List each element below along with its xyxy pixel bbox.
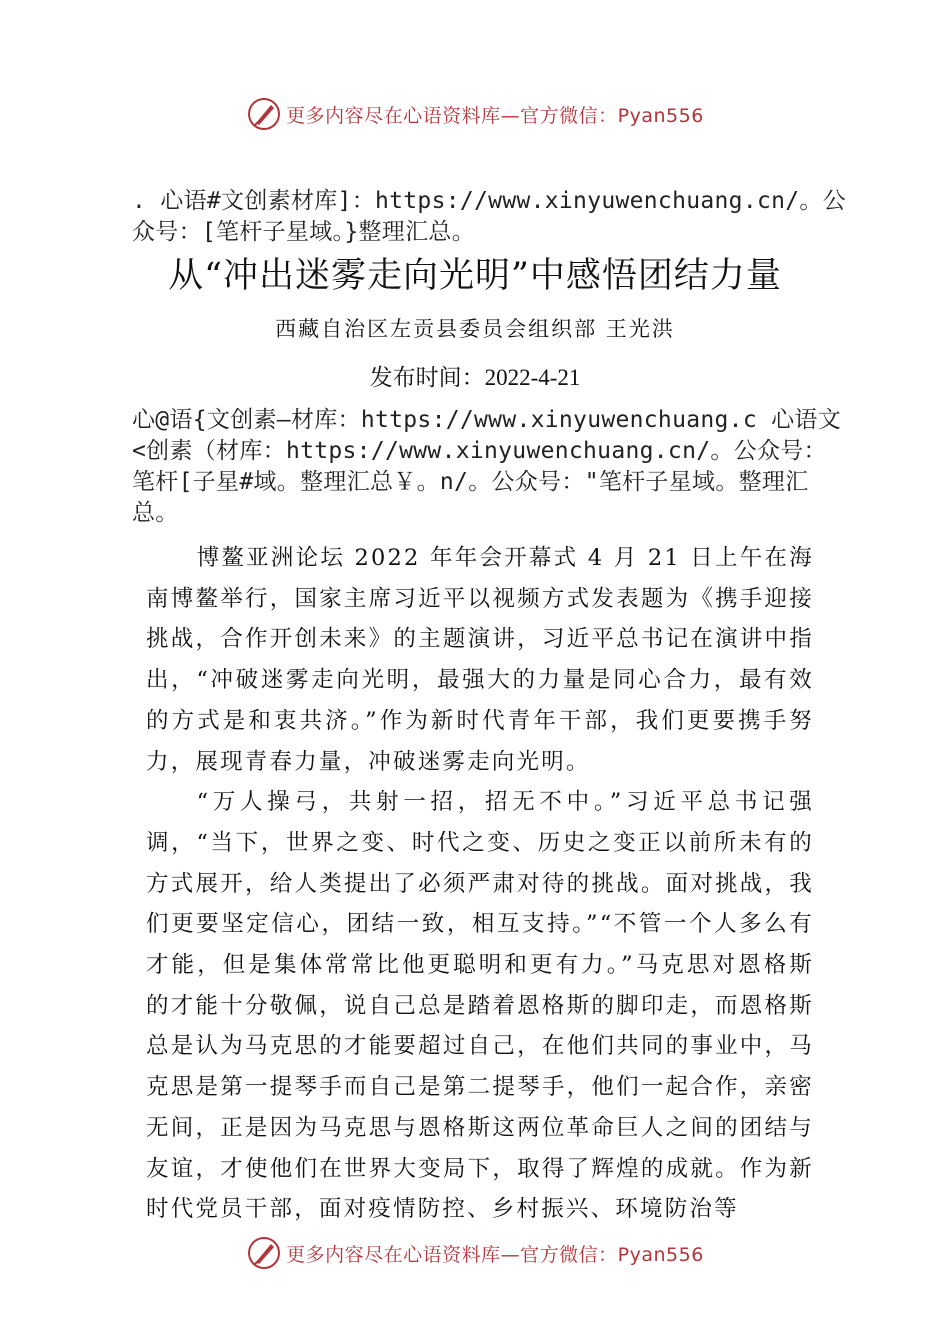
footer-banner [0, 1233, 950, 1273]
publish-date: 发布时间：2022-4-21 [369, 365, 581, 390]
quill-logo-icon [246, 1235, 282, 1271]
header-banner [0, 94, 950, 134]
article-title: 从“冲出迷雾走向光明”中感悟团结力量 [168, 256, 782, 296]
paragraph: “万人操弓，共射一招，招无不中。”习近平总书记强调，“当下，世界之变、时代之变、历史之变正以前所未有的方式展开，给人类提出了必须严肃对待的挑战。面对挑战，我们更要坚定信心，团结一致，相互支持。”“不管一个人多么有才能，但是集体常常比他更聪明和更有力。”马克思对恩格斯的才能十分敬佩，说自己总是踏着恩格斯的脚印走，而恩格斯总是认为马克思的才能要超过自己，在他们共同的事业中，马克思是第一提琴手而自己是第二提琴手，他们一起合作，亲密无间，正是因为马克思与恩格斯这两位革命巨人之间的团结与友谊，才使他们在世界大变局下，取得了辉煌的成就。作为新时代党员干部，面对疫情防控、乡村振兴、环境防治等 [146, 789, 814, 1223]
article-author: 西藏自治区左贡县委员会组织部 王光洪 [275, 317, 675, 341]
watermark-text-top: . 心语#文创素材库]：https://www.xinyuwenchuang.cn/。公众号：[笔杆子星域。}整理汇总。 [132, 188, 847, 245]
quill-logo-icon [246, 96, 282, 132]
article-body [146, 538, 814, 1230]
paragraph: 博鳌亚洲论坛 2022 年年会开幕式 4 月 21 日上午在海南博鳌举行，国家主席习近平以视频方式发表题为《携手迎接挑战，合作开创未来》的主题演讲，习近平总书记在演讲中指出，“冲破迷雾走向光明，最强大的力量是同心合力，最有效的方式是和衷共济。”作为新时代青年干部，我们更要携手努力，展现青春力量，冲破迷雾走向光明。 [146, 545, 814, 775]
banner-text: 更多内容尽在心语资料库—官方微信：Pyan556 [286, 1243, 704, 1266]
wechat-id: Pyan556 [617, 104, 704, 127]
banner-text: 更多内容尽在心语资料库—官方微信：Pyan556 [286, 104, 704, 127]
wechat-id: Pyan556 [617, 1243, 704, 1266]
watermark-text-mid: 心@语{文创素—材库：https://www.xinyuwenchuang.c 心语文<创素（材库：https://www.xinyuwenchuang.cn/。公众号：笔杆[子星#域。整理汇总￥。n/。公众号："笔杆子星域。整理汇总。 [132, 407, 842, 526]
